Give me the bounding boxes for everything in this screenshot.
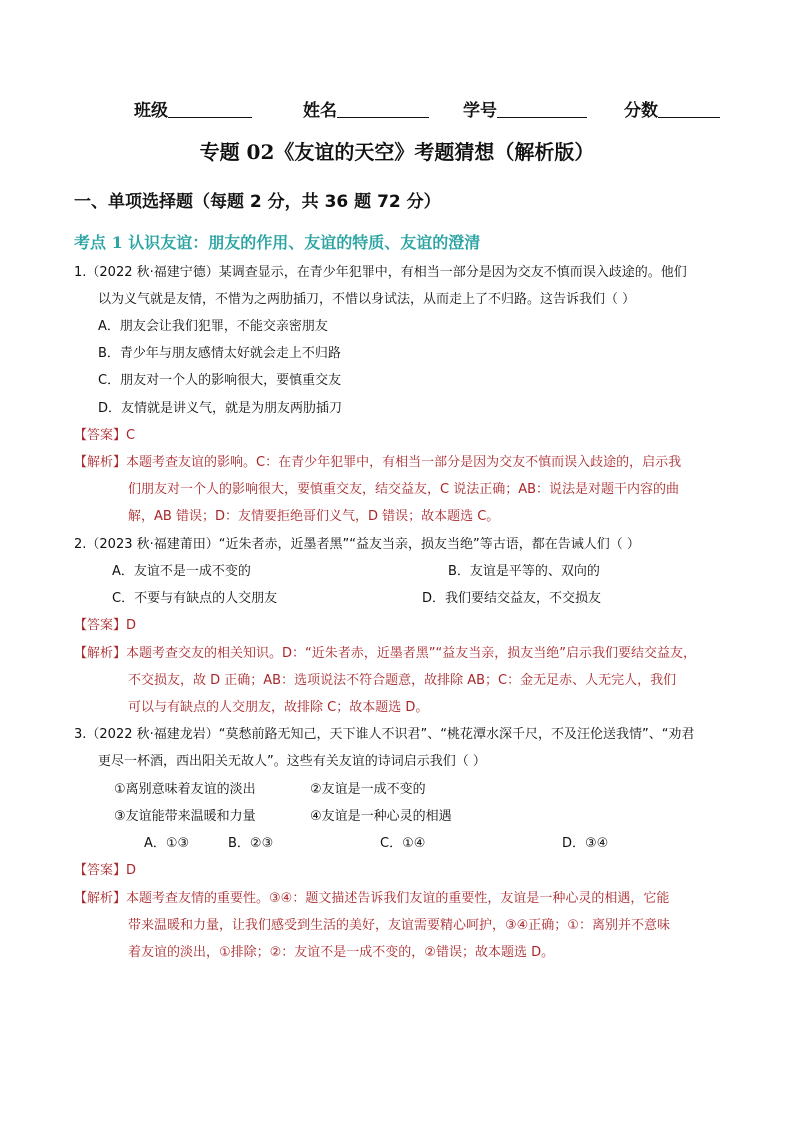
q2-option-c: C．不要与有缺点的人交朋友 (112, 591, 278, 606)
q3-option-d: D．③④ (562, 836, 609, 851)
score-field (624, 96, 720, 121)
student-id-blank[interactable] (497, 99, 587, 118)
q1-option-d: D．友情就是讲义气，就是为朋友两肋插刀 (98, 401, 343, 416)
q3-option-a: A．①③ (144, 836, 190, 851)
score-label: 分数 (624, 101, 658, 121)
q1-analysis-line-1: 【解析】本题考查友谊的影响。C：在青少年犯罪中，有相当一部分是因为交友不慎而误入歧途的，启示我 (74, 455, 682, 470)
q3-item-4: ④友谊是一种心灵的相遇 (310, 809, 452, 824)
answer-tag: 【答案】 (74, 863, 127, 878)
q3-analysis-line-3: 着友谊的淡出，①排除；②：友谊不是一成不变的，②错误；故本题选 D。 (128, 945, 555, 960)
q3-stem-line-1: 3.（2022 秋·福建龙岩）“莫愁前路无知己，天下谁人不识君”、“桃花潭水深千尺，不及汪伦送我情”、“劝君 (74, 727, 695, 742)
q1-option-c: C．朋友对一个人的影响很大，要慎重交友 (98, 373, 342, 388)
q1-stem-line-2: 以为义气就是友情，不惜为之两肋插刀，不惜以身试法，从而走上了不归路。这告诉我们（ ） (98, 292, 636, 307)
page-title: 专题 02《友谊的天空》考题猜想（解析版） (199, 140, 595, 164)
analysis-tag: 【解析】 (74, 455, 127, 470)
q2-analysis-line-3: 可以与有缺点的人交朋友，故排除 C；故本题选 D。 (128, 700, 429, 715)
q3-option-c: C．①④ (380, 836, 426, 851)
analysis-tag: 【解析】 (74, 646, 127, 661)
class-field (134, 96, 252, 121)
q2-answer-value: D (126, 618, 137, 633)
q3-answer-value: D (126, 863, 137, 878)
section-heading: 一、单项选择题（每题 2 分，共 36 题 72 分） (74, 192, 441, 212)
q3-analysis-line-2: 带来温暖和力量，让我们感受到生活的美好，友谊需要精心呵护，③④正确；①：离别并不意味 (128, 918, 670, 933)
q1-answer-value: C (126, 428, 136, 443)
q1-option-a: A．朋友会让我们犯罪，不能交亲密朋友 (98, 319, 328, 334)
q3-item-3: ③友谊能带来温暖和力量 (114, 809, 256, 824)
q3-item-2: ②友谊是一成不变的 (310, 782, 426, 797)
q1-analysis-line-3: 解，AB 错误；D：友情要拒绝哥们义气，D 错误；故本题选 C。 (128, 509, 500, 524)
student-id-field (463, 96, 587, 121)
class-label: 班级 (134, 101, 168, 121)
class-blank[interactable] (168, 99, 252, 118)
name-label: 姓名 (303, 101, 337, 121)
answer-tag: 【答案】 (74, 428, 127, 443)
q1-answer (74, 427, 135, 445)
q2-analysis-line-1: 【解析】本题考查交友的相关知识。D：“近朱者赤，近墨者黑”“益友当亲，损友当绝”启示我们要结交益友， (74, 646, 696, 661)
q3-option-b: B．②③ (228, 836, 274, 851)
q1-analysis-line-2: 们朋友对一个人的影响很大，要慎重交友，结交益友，C 说法正确；AB：说法是对题干内容的曲 (128, 482, 680, 497)
name-blank[interactable] (337, 99, 429, 118)
q3-answer (74, 862, 136, 880)
q3-stem-line-2: 更尽一杯酒，西出阳关无故人”。这些有关友谊的诗词启示我们（ ） (98, 754, 486, 769)
q2-option-d: D．我们要结交益友，不交损友 (422, 591, 602, 606)
q1-stem-line-1: 1.（2022 秋·福建宁德）某调查显示，在青少年犯罪中，有相当一部分是因为交友不慎而误入歧途的。他们 (74, 265, 687, 280)
student-id-label: 学号 (463, 101, 497, 121)
q3-analysis-line-1: 【解析】本题考查友情的重要性。③④：题文描述告诉我们友谊的重要性，友谊是一种心灵的相遇，它能 (74, 891, 670, 906)
answer-tag: 【答案】 (74, 618, 127, 633)
q2-answer (74, 617, 136, 635)
analysis-tag: 【解析】 (74, 891, 127, 906)
score-blank[interactable] (658, 99, 720, 118)
q1-option-b: B．青少年与朋友感情太好就会走上不归路 (98, 346, 341, 361)
name-field (303, 96, 429, 121)
q2-stem-line-1: 2.（2023 秋·福建莆田）“近朱者赤，近墨者黑”“益友当亲，损友当绝”等古语，都在告诫人们（ ） (74, 537, 640, 552)
q3-item-1: ①离别意味着友谊的淡出 (114, 782, 256, 797)
topic-heading: 考点 1 认识友谊：朋友的作用、友谊的特质、友谊的澄清 (74, 233, 481, 252)
q2-option-a: A．友谊不是一成不变的 (112, 564, 251, 579)
q2-option-b: B．友谊是平等的、双向的 (448, 564, 600, 579)
q2-analysis-line-2: 不交损友，故 D 正确；AB：选项说法不符合题意，故排除 AB；C：金无足赤、人无完人，我们 (128, 673, 677, 688)
